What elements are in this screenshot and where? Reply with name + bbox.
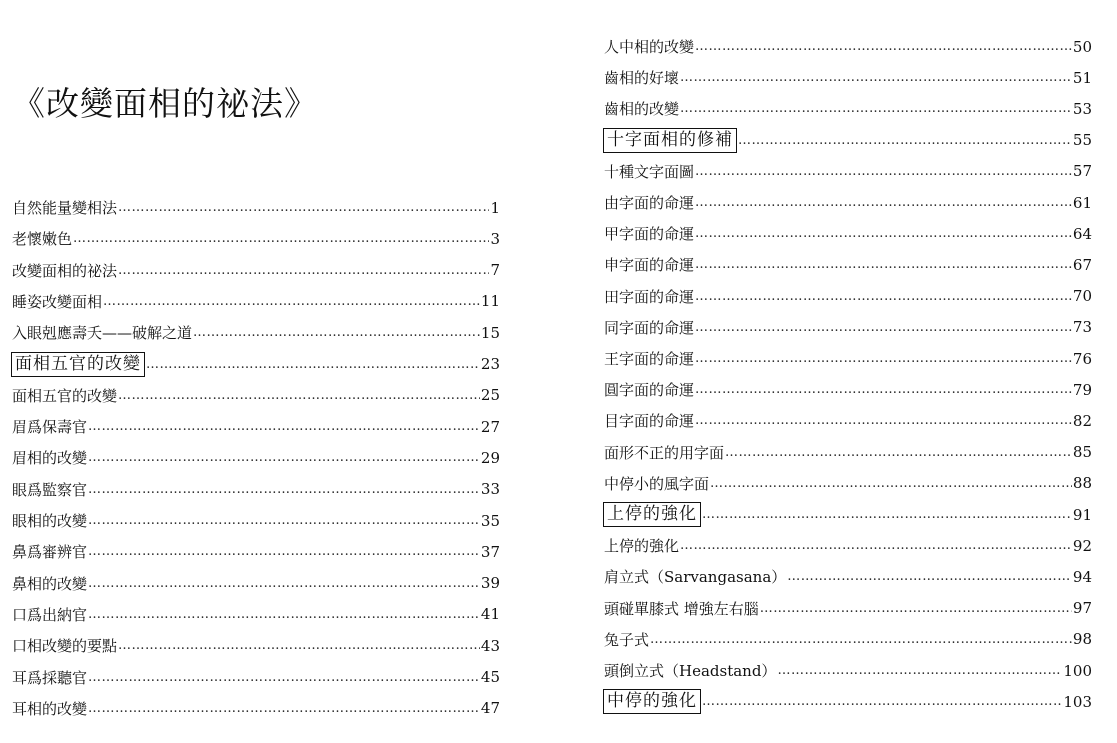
toc-entry bbox=[604, 530, 1092, 561]
entry-title: 圓字面的命運 bbox=[604, 381, 695, 400]
entry-title: 十種文字面圖 bbox=[604, 162, 695, 181]
dot-leader bbox=[760, 601, 1072, 616]
toc-section-heading bbox=[12, 349, 500, 380]
entry-title: 上停的強化 bbox=[604, 537, 680, 556]
entry-page: 64 bbox=[1072, 224, 1092, 243]
toc-entry bbox=[604, 468, 1092, 499]
toc-entry bbox=[604, 218, 1092, 249]
toc-section-heading bbox=[604, 125, 1092, 156]
toc-entry bbox=[604, 437, 1092, 468]
toc-entry bbox=[604, 624, 1092, 655]
dot-leader bbox=[118, 638, 480, 653]
entry-page: 88 bbox=[1072, 474, 1092, 493]
dot-leader bbox=[193, 325, 480, 340]
entry-title: 入眼剋應壽夭——破解之道 bbox=[12, 324, 193, 343]
dot-leader bbox=[88, 576, 480, 591]
toc-entry bbox=[12, 192, 500, 223]
entry-title: 目字面的命運 bbox=[604, 412, 695, 431]
entry-title: 眼爲監察官 bbox=[12, 480, 88, 499]
toc-entry bbox=[12, 223, 500, 254]
entry-page: 11 bbox=[480, 292, 500, 311]
dot-leader bbox=[777, 663, 1062, 678]
toc-entry bbox=[12, 536, 500, 567]
toc-entry bbox=[604, 156, 1092, 187]
toc-entry bbox=[12, 411, 500, 442]
entry-page: 76 bbox=[1072, 349, 1092, 368]
toc-entry bbox=[604, 281, 1092, 312]
entry-page: 3 bbox=[490, 229, 500, 248]
entry-page: 33 bbox=[480, 480, 500, 499]
dot-leader bbox=[88, 513, 480, 528]
toc-entry bbox=[604, 655, 1092, 686]
entry-page: 91 bbox=[1072, 505, 1092, 524]
entry-title: 人中相的改變 bbox=[604, 38, 695, 56]
entry-title: 同字面的命運 bbox=[604, 318, 695, 337]
entry-page: 39 bbox=[480, 574, 500, 593]
dot-leader bbox=[680, 101, 1072, 116]
toc-entry bbox=[604, 249, 1092, 280]
dot-leader bbox=[695, 289, 1072, 304]
dot-leader bbox=[695, 382, 1072, 397]
entry-page: 100 bbox=[1063, 661, 1092, 680]
entry-page: 92 bbox=[1072, 536, 1092, 555]
entry-page: 51 bbox=[1072, 68, 1092, 87]
entry-title: 田字面的命運 bbox=[604, 287, 695, 306]
entry-title: 鼻相的改變 bbox=[12, 574, 88, 593]
entry-title: 老懷嫩色 bbox=[12, 230, 73, 249]
toc-entry bbox=[12, 442, 500, 473]
dot-leader bbox=[103, 294, 480, 309]
dot-leader bbox=[702, 507, 1072, 522]
entry-title: 口爲出納官 bbox=[12, 605, 88, 624]
dot-leader bbox=[695, 164, 1072, 179]
entry-title: 中停的強化 bbox=[603, 689, 701, 714]
entry-page: 45 bbox=[480, 668, 500, 686]
entry-title: 眼相的改變 bbox=[12, 512, 88, 530]
toc-entry bbox=[604, 187, 1092, 218]
dot-leader bbox=[88, 450, 480, 465]
entry-title: 申字面的命運 bbox=[604, 256, 695, 275]
page-title: 《改變面相的祕法》 bbox=[12, 84, 318, 123]
toc-entry bbox=[12, 380, 500, 411]
entry-title: 自然能量變相法 bbox=[12, 199, 118, 217]
dot-leader bbox=[695, 351, 1072, 366]
dot-leader bbox=[695, 320, 1072, 335]
entry-page: 23 bbox=[480, 355, 500, 373]
dot-leader bbox=[88, 670, 480, 685]
entry-page: 55 bbox=[1072, 131, 1092, 150]
entry-page: 47 bbox=[480, 699, 500, 718]
entry-title: 耳爲採聽官 bbox=[12, 668, 88, 687]
entry-title: 齒相的好壞 bbox=[604, 69, 680, 88]
entry-title: 王字面的命運 bbox=[604, 350, 695, 368]
toc-entry bbox=[604, 561, 1092, 592]
entry-page: 43 bbox=[480, 636, 500, 655]
entry-title: 齒相的改變 bbox=[604, 100, 680, 119]
entry-title: 中停小的風字面 bbox=[604, 474, 710, 493]
toc-entry bbox=[12, 317, 500, 348]
dot-leader bbox=[88, 607, 480, 622]
toc-entry bbox=[12, 474, 500, 505]
entry-title: 口相改變的要點 bbox=[12, 637, 118, 656]
entry-page: 70 bbox=[1072, 287, 1092, 306]
dot-leader bbox=[88, 419, 480, 434]
toc-entry bbox=[12, 630, 500, 661]
dot-leader bbox=[787, 569, 1072, 584]
dot-leader bbox=[88, 701, 480, 716]
entry-title: 面相五官的改變 bbox=[12, 386, 118, 405]
entry-title: 睡姿改變面相 bbox=[12, 292, 103, 311]
dot-leader bbox=[695, 39, 1072, 54]
toc-entry bbox=[604, 405, 1092, 436]
entry-title: 面形不正的用字面 bbox=[604, 443, 725, 462]
dot-leader bbox=[695, 226, 1072, 241]
dot-leader bbox=[118, 200, 489, 215]
toc-entry bbox=[12, 568, 500, 599]
entry-title: 兔子式 bbox=[604, 630, 650, 649]
entry-page: 50 bbox=[1072, 37, 1092, 56]
entry-title: 頭倒立式（Headstand） bbox=[604, 662, 777, 680]
toc-entry bbox=[12, 693, 500, 724]
entry-page: 79 bbox=[1072, 380, 1092, 399]
toc-section-heading bbox=[604, 499, 1092, 530]
toc-entry bbox=[604, 374, 1092, 405]
entry-page: 27 bbox=[480, 417, 500, 436]
dot-leader bbox=[695, 413, 1072, 428]
entry-page: 35 bbox=[480, 511, 500, 530]
dot-leader bbox=[118, 263, 489, 278]
entry-title: 由字面的命運 bbox=[604, 194, 695, 212]
entry-page: 15 bbox=[480, 323, 500, 342]
entry-title: 眉爲保壽官 bbox=[12, 418, 88, 437]
entry-title: 鼻爲審辨官 bbox=[12, 543, 88, 562]
entry-page: 37 bbox=[480, 542, 500, 561]
entry-title: 上停的強化 bbox=[603, 502, 701, 527]
dot-leader bbox=[118, 388, 480, 403]
toc-entry bbox=[604, 31, 1092, 62]
dot-leader bbox=[680, 538, 1072, 553]
entry-title: 頭碰單膝式 增強左右腦 bbox=[604, 599, 759, 618]
toc-entry bbox=[604, 312, 1092, 343]
toc-entry bbox=[604, 593, 1092, 624]
entry-title: 甲字面的命運 bbox=[604, 225, 695, 244]
dot-leader bbox=[710, 476, 1072, 491]
entry-page: 103 bbox=[1063, 692, 1092, 711]
entry-page: 61 bbox=[1072, 193, 1092, 212]
toc-entry bbox=[12, 599, 500, 630]
entry-page: 41 bbox=[480, 605, 500, 624]
dot-leader bbox=[73, 231, 489, 246]
toc-section-heading bbox=[604, 686, 1092, 717]
toc-entry bbox=[12, 662, 500, 693]
toc-entry bbox=[604, 343, 1092, 374]
dot-leader bbox=[88, 482, 480, 497]
toc-entry bbox=[604, 62, 1092, 93]
entry-title: 面相五官的改變 bbox=[11, 352, 145, 377]
dot-leader bbox=[702, 694, 1062, 709]
entry-page: 1 bbox=[490, 198, 500, 217]
entry-title: 十字面相的修補 bbox=[603, 128, 737, 153]
dot-leader bbox=[695, 257, 1072, 272]
entry-page: 29 bbox=[480, 448, 500, 467]
toc-entry bbox=[12, 286, 500, 317]
entry-page: 97 bbox=[1072, 599, 1092, 618]
dot-leader bbox=[680, 70, 1072, 85]
entry-page: 53 bbox=[1072, 99, 1092, 118]
entry-page: 82 bbox=[1072, 411, 1092, 430]
dot-leader bbox=[738, 133, 1072, 148]
entry-title: 肩立式（Sarvangasana） bbox=[604, 568, 787, 587]
dot-leader bbox=[695, 195, 1072, 210]
entry-title: 改變面相的祕法 bbox=[12, 261, 118, 280]
entry-title: 眉相的改變 bbox=[12, 449, 88, 468]
entry-title: 耳相的改變 bbox=[12, 699, 88, 718]
entry-page: 7 bbox=[490, 261, 500, 280]
toc-entry bbox=[604, 93, 1092, 124]
entry-page: 73 bbox=[1072, 318, 1092, 337]
toc-entry bbox=[12, 255, 500, 286]
dot-leader bbox=[650, 632, 1072, 647]
entry-page: 85 bbox=[1072, 443, 1092, 462]
entry-page: 25 bbox=[480, 386, 500, 405]
dot-leader bbox=[725, 445, 1072, 460]
entry-page: 67 bbox=[1072, 255, 1092, 274]
dot-leader bbox=[146, 357, 480, 372]
entry-page: 94 bbox=[1072, 567, 1092, 586]
dot-leader bbox=[88, 544, 480, 559]
entry-page: 98 bbox=[1072, 630, 1092, 649]
toc-entry bbox=[12, 505, 500, 536]
entry-page: 57 bbox=[1072, 162, 1092, 181]
